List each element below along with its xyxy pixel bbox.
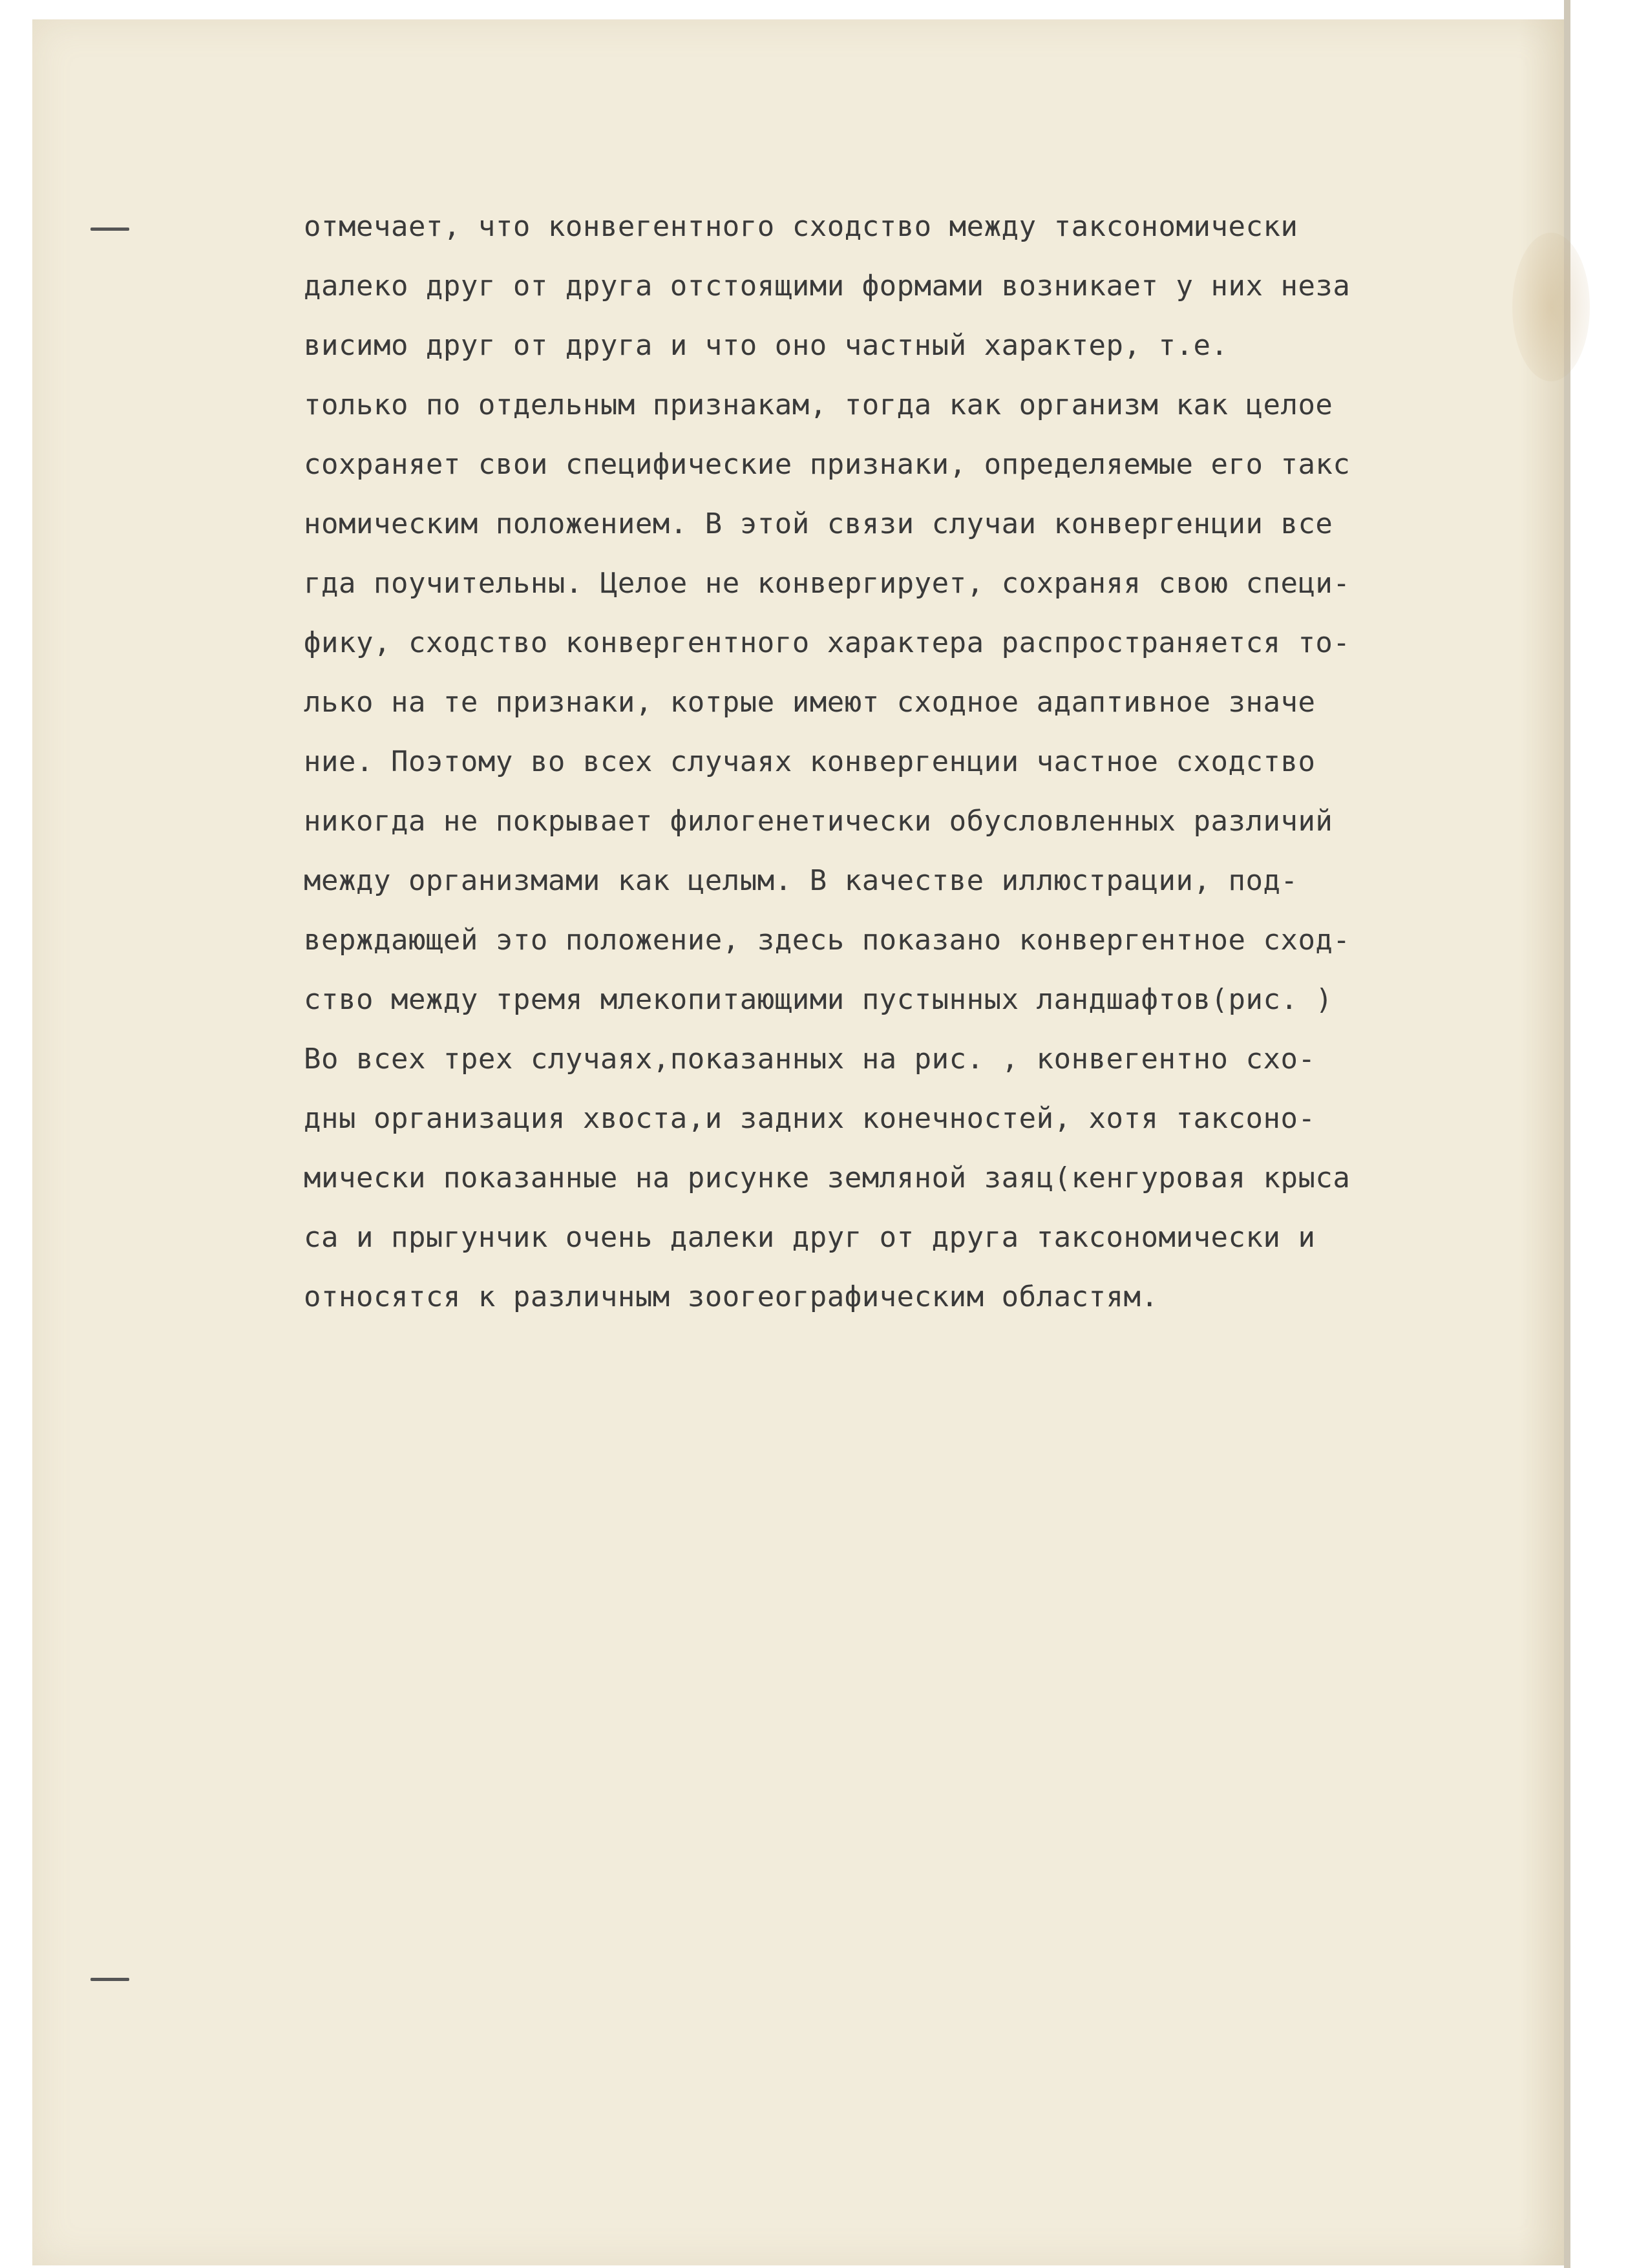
text-line: никогда не покрывает филогенетически обусловленных различий: [304, 805, 1333, 838]
text-line: са и прыгунчик очень далеки друг от друга таксономически и: [304, 1221, 1316, 1254]
text-line: ство между тремя млекопитающими пустынных ландшафтов(рис. ): [304, 983, 1333, 1016]
text-line: далеко друг от друга отстоящими формами возникает у них неза: [304, 270, 1351, 302]
text-line: только по отдельным признакам, тогда как организм как целое: [304, 388, 1333, 421]
text-line: мически показанные на рисунке земляной заяц(кенгуровая крыса: [304, 1161, 1351, 1194]
text-line: ние. Поэтому во всех случаях конвергенции частное сходство: [304, 745, 1316, 778]
text-line: между организмами как целым. В качестве иллюстрации, под-: [304, 864, 1298, 897]
text-line: верждающей это положение, здесь показано конвергентное сход-: [304, 924, 1351, 957]
margin-hole-mark-top: [90, 228, 129, 231]
text-line: номическим положением. В этой связи случаи конвергенции все: [304, 507, 1333, 540]
text-line: сохраняет свои специфические признаки, определяемые его такс: [304, 448, 1351, 481]
margin-hole-mark-bottom: [90, 1978, 129, 1981]
text-line: гда поучительны. Целое не конвергирует, сохраняя свою специ-: [304, 567, 1351, 600]
text-line: отмечает, что конвегентного сходство между таксономически: [304, 210, 1298, 243]
text-line: Во всех трех случаях,показанных на рис. , конвегентно схо-: [304, 1043, 1316, 1076]
text-line: относятся к различным зоогеографическим областям.: [304, 1280, 1159, 1313]
text-line: дны организация хвоста,и задних конечностей, хотя таксоно-: [304, 1102, 1316, 1135]
text-line: висимо друг от друга и что оно частный характер, т.е.: [304, 329, 1229, 362]
text-line: лько на те признаки, котрые имеют сходное адаптивное значе: [304, 686, 1316, 719]
body-text: [304, 197, 1532, 1327]
text-line: фику, сходство конвергентного характера распространяется то-: [304, 626, 1351, 659]
